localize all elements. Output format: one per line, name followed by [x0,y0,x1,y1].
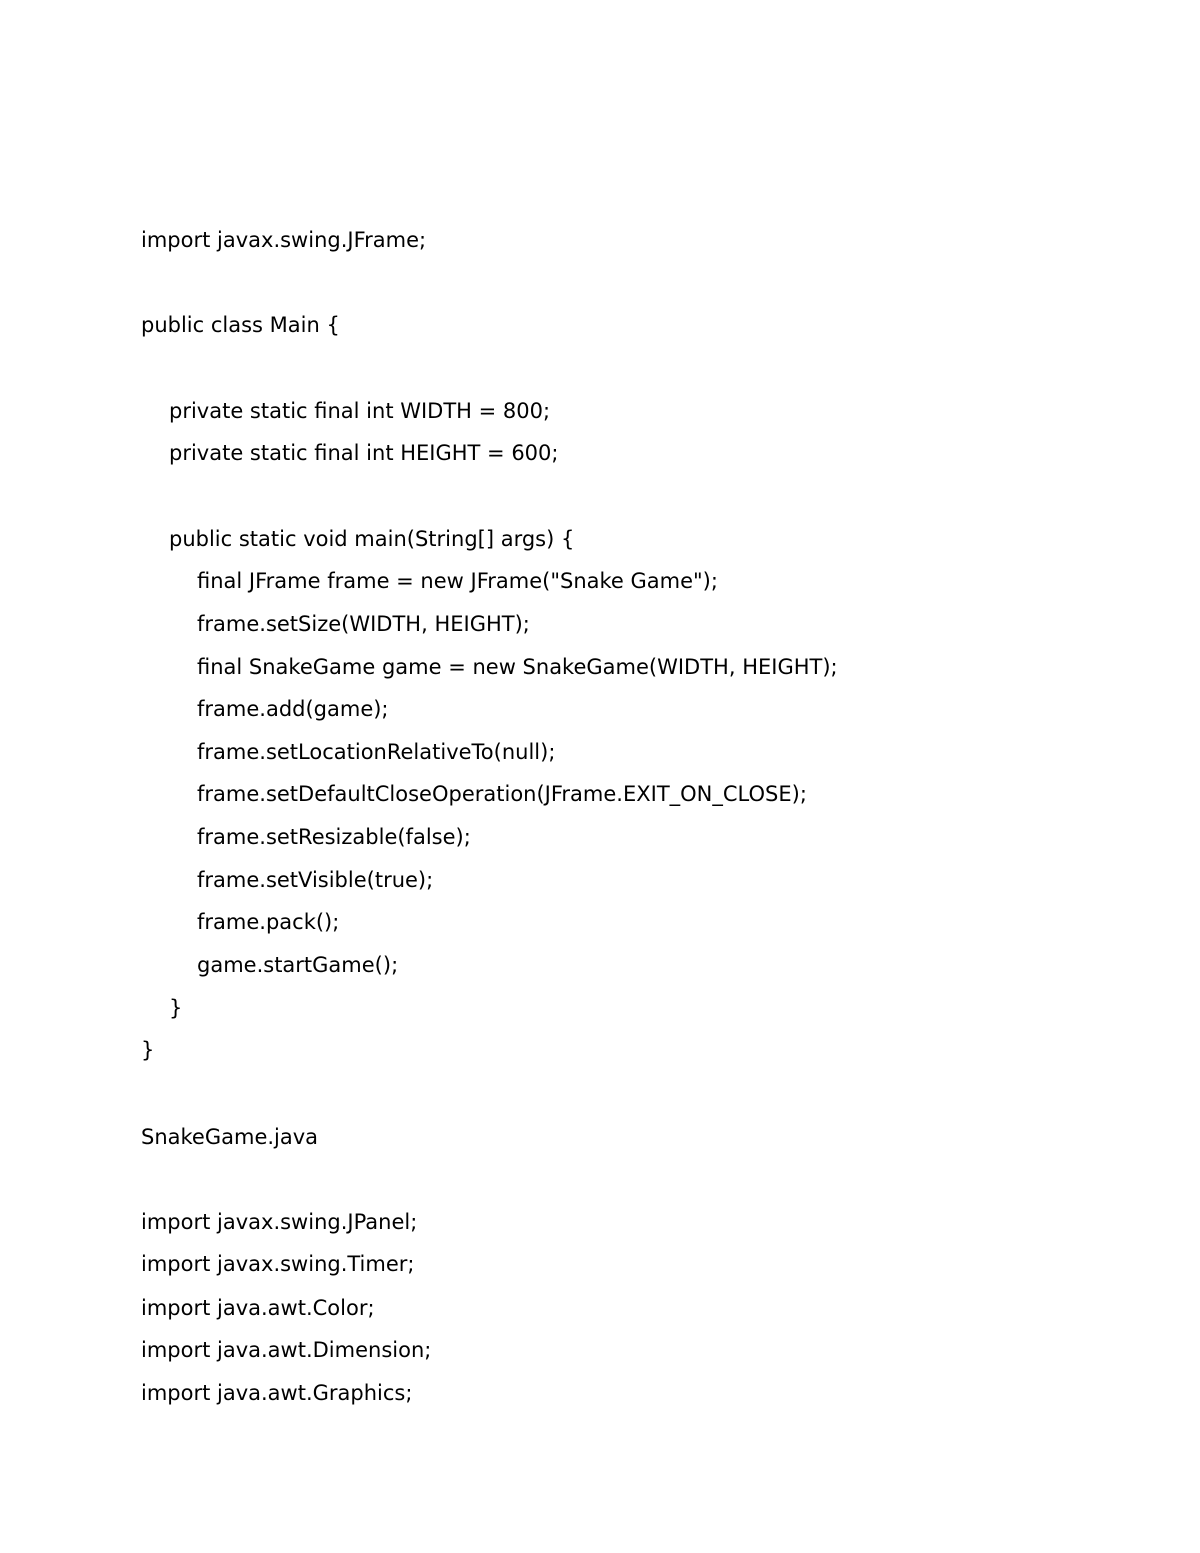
code-line-import-jframe: import javax.swing.JFrame; [141,228,427,252]
code-line-class-declaration: public class Main { [141,313,340,337]
code-line: frame.setSize(WIDTH, HEIGHT); [197,612,530,636]
code-line: frame.pack(); [197,910,340,934]
code-line-import: import java.awt.Dimension; [141,1338,432,1362]
code-line: frame.setLocationRelativeTo(null); [197,740,556,764]
code-line: final SnakeGame game = new SnakeGame(WIDTH, HEIGHT); [197,655,838,679]
code-line: game.startGame(); [197,953,399,977]
code-line-class-close: } [141,1038,155,1062]
code-line-import: import javax.swing.JPanel; [141,1210,418,1234]
code-line: frame.setDefaultCloseOperation(JFrame.EXIT_ON_CLOSE); [197,782,807,806]
code-line: frame.setResizable(false); [197,825,471,849]
code-line-height-constant: private static final int HEIGHT = 600; [169,441,559,465]
code-line-method-close: } [169,996,183,1020]
code-line-import: import java.awt.Color; [141,1296,375,1320]
code-line-main-method: public static void main(String[] args) { [169,527,575,551]
code-line: frame.setVisible(true); [197,868,434,892]
file-heading-snakegame: SnakeGame.java [141,1125,319,1149]
code-line: frame.add(game); [197,697,389,721]
code-line: final JFrame frame = new JFrame("Snake Game"); [197,569,718,593]
code-line-width-constant: private static final int WIDTH = 800; [169,399,551,423]
code-line-import: import java.awt.Graphics; [141,1381,413,1405]
code-line-import: import javax.swing.Timer; [141,1252,415,1276]
